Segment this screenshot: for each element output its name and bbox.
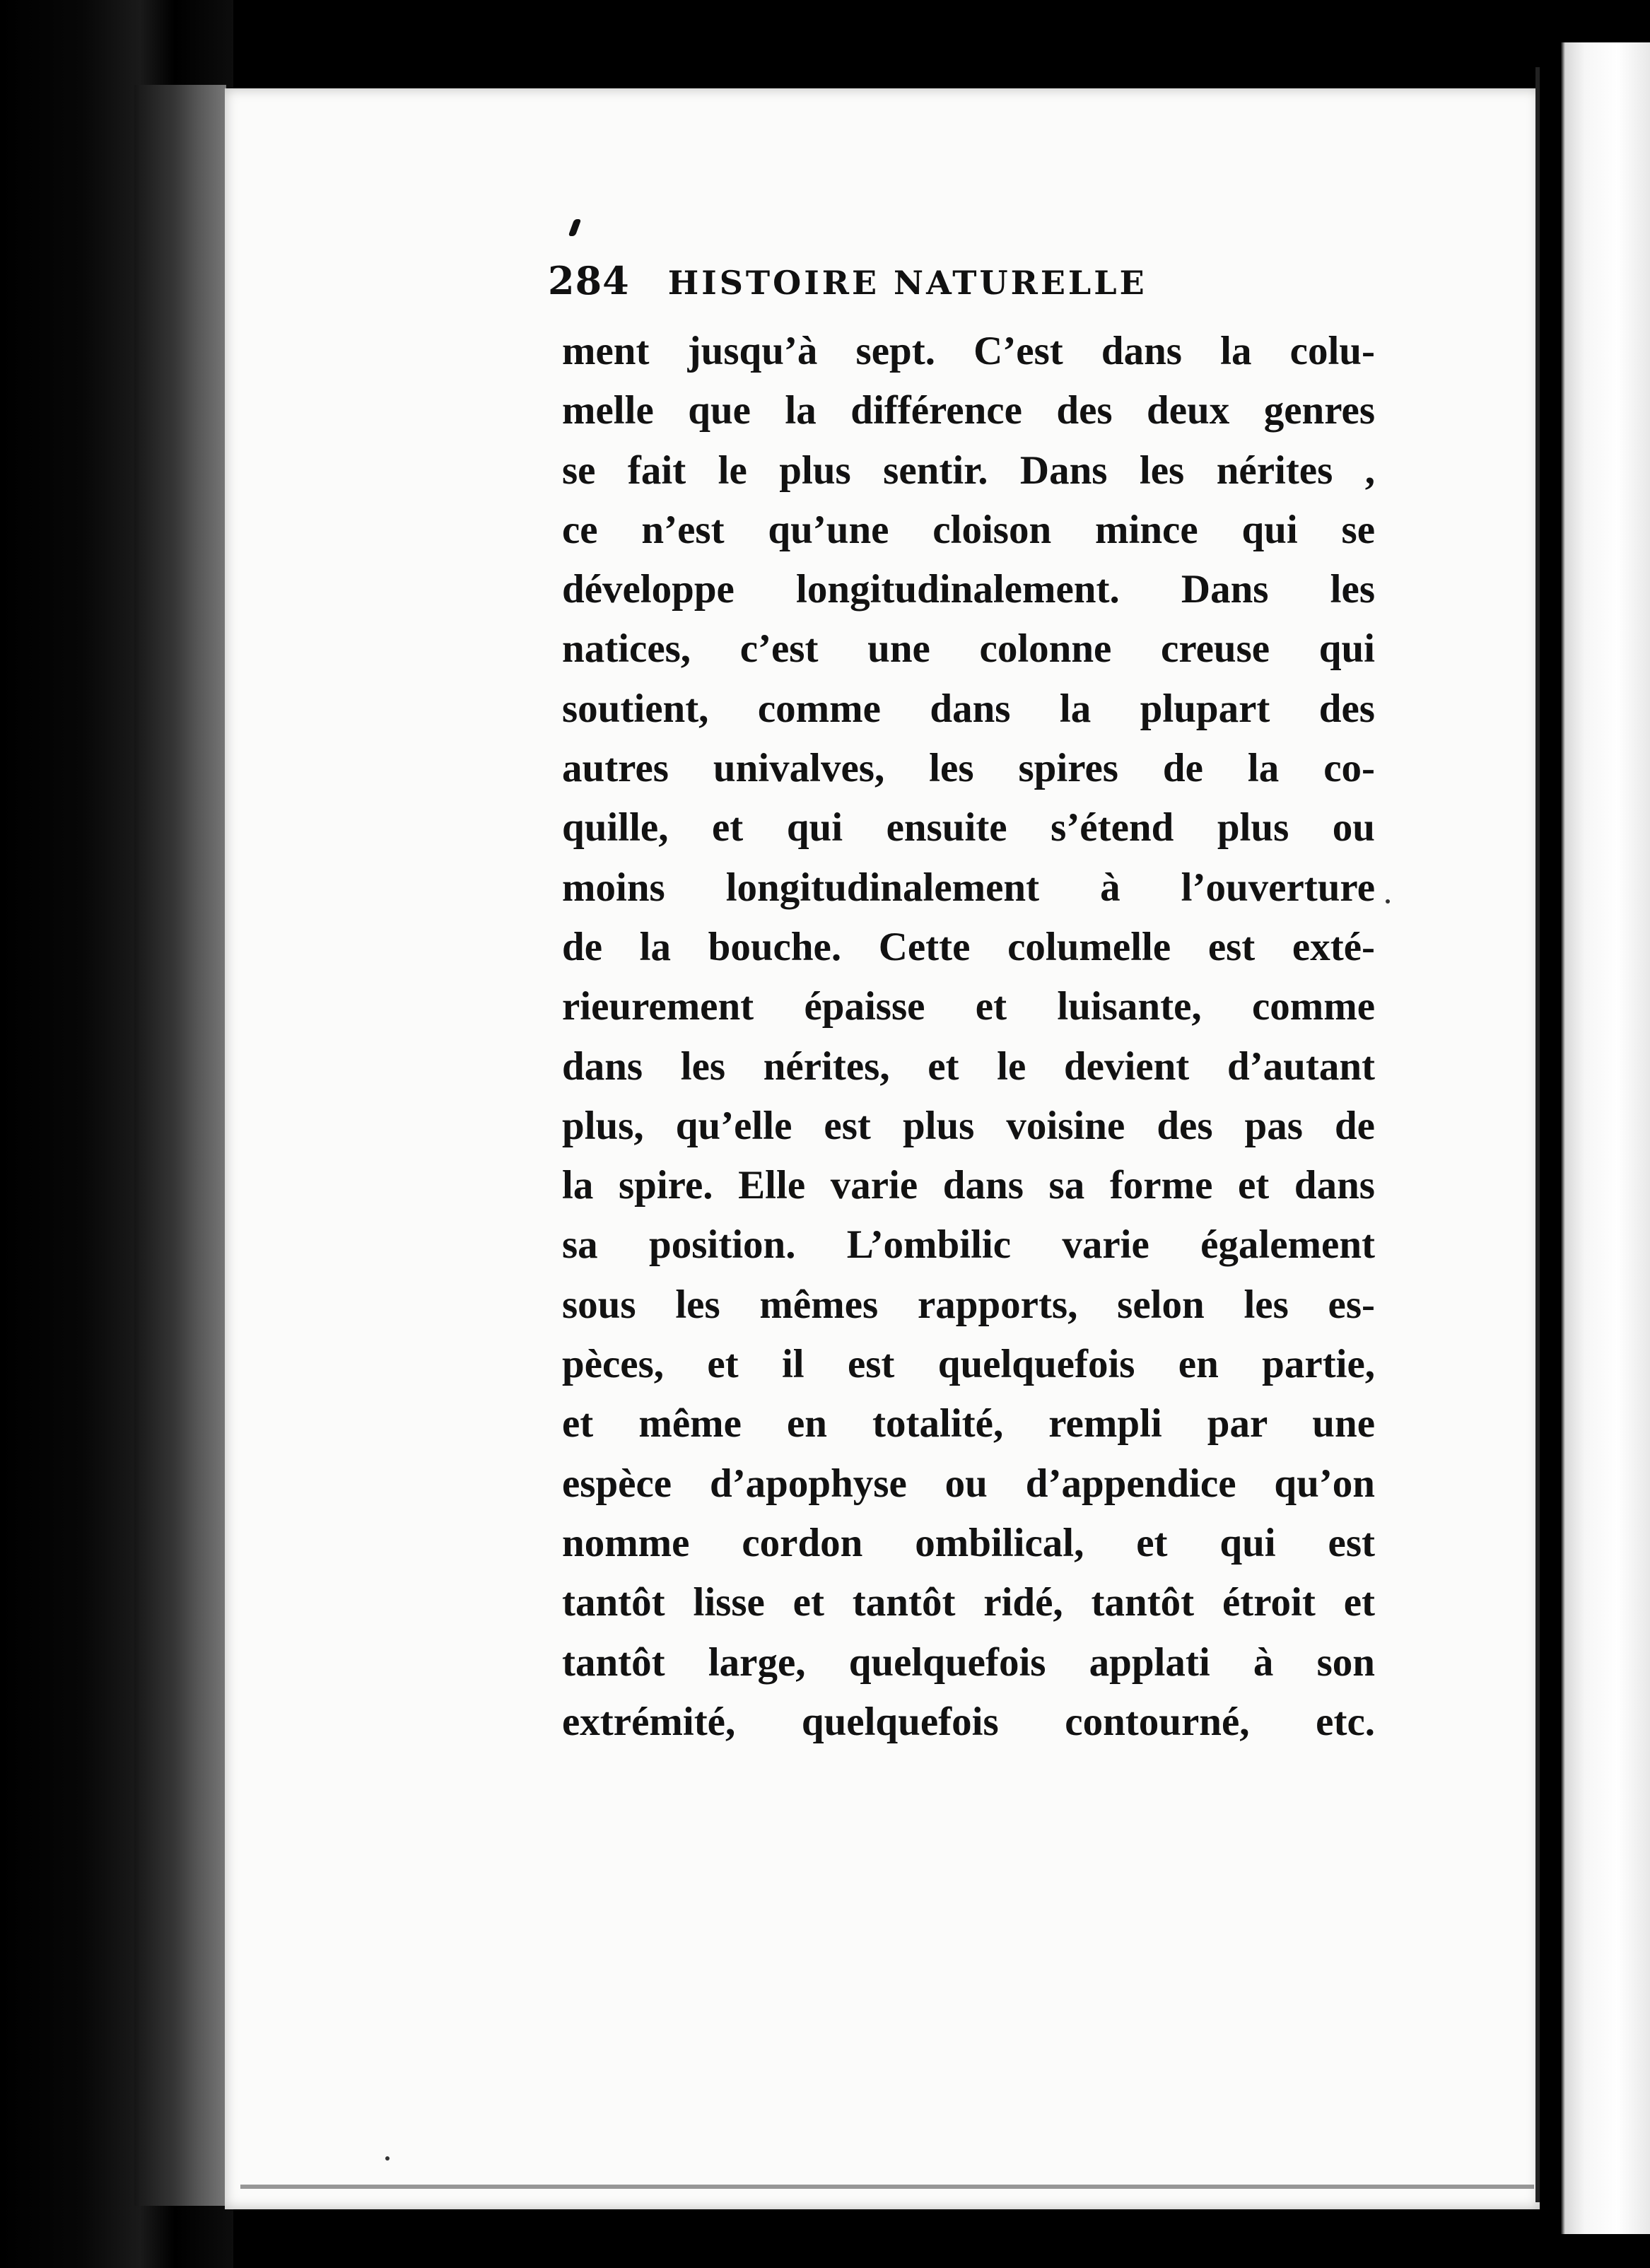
left-page-edge bbox=[134, 85, 226, 2206]
text-line: et même en totalité, rempli par une bbox=[562, 1401, 1375, 1446]
text-line: nomme cordon ombilical, et qui est bbox=[562, 1520, 1375, 1565]
page-bottom-edge bbox=[240, 2185, 1534, 2189]
page-number: 284 bbox=[548, 258, 630, 303]
text-line: plus, qu’elle est plus voisine des pas de bbox=[562, 1103, 1375, 1148]
text-line: sa position. L’ombilic varie également bbox=[562, 1222, 1375, 1268]
text-line: dans les nérites, et le devient d’autant bbox=[562, 1044, 1375, 1089]
text-line: natices, c’est une colonne creuse qui bbox=[562, 626, 1375, 672]
text-line: la spire. Elle varie dans sa forme et dans bbox=[562, 1163, 1375, 1208]
text-line: rieurement épaisse et luisante, comme bbox=[562, 984, 1375, 1029]
right-page-edge bbox=[1541, 42, 1650, 2234]
text-line: de la bouche. Cette columelle est exté- bbox=[562, 924, 1375, 969]
paper-speck bbox=[385, 2156, 390, 2161]
paper-speck bbox=[1386, 899, 1390, 904]
text-line: tantôt large, quelquefois applati à son bbox=[562, 1639, 1375, 1685]
text-line: espèce d’apophyse ou d’appendice qu’on bbox=[562, 1461, 1375, 1506]
body-text bbox=[562, 322, 1375, 1752]
running-title: HISTOIRE NATURELLE bbox=[667, 264, 1147, 302]
text-line: soutient, comme dans la plupart des bbox=[562, 686, 1375, 731]
page-header bbox=[548, 258, 1361, 308]
text-line: développe longitudinalement. Dans les bbox=[562, 567, 1375, 612]
text-line: tantôt lisse et tantôt ridé, tantôt étroit et bbox=[562, 1580, 1375, 1625]
text-line: quille, et qui ensuite s’étend plus ou bbox=[562, 805, 1375, 850]
text-line: ce n’est qu’une cloison mince qui se bbox=[562, 507, 1375, 552]
text-line: pèces, et il est quelquefois en partie, bbox=[562, 1342, 1375, 1387]
text-line: moins longitudinalement à l’ouverture bbox=[562, 865, 1375, 910]
text-line: ment jusqu’à sept. C’est dans la colu- bbox=[562, 329, 1375, 373]
text-line: sous les mêmes rapports, selon les es- bbox=[562, 1282, 1375, 1327]
text-line: melle que la différence des deux genres bbox=[562, 388, 1375, 433]
page-border-right bbox=[1535, 67, 1540, 2202]
text-line: autres univalves, les spires de la co- bbox=[562, 746, 1375, 791]
text-line: extrémité, quelquefois contourné, etc. bbox=[562, 1699, 1375, 1744]
text-line: se fait le plus sentir. Dans les nérites , bbox=[562, 448, 1375, 493]
